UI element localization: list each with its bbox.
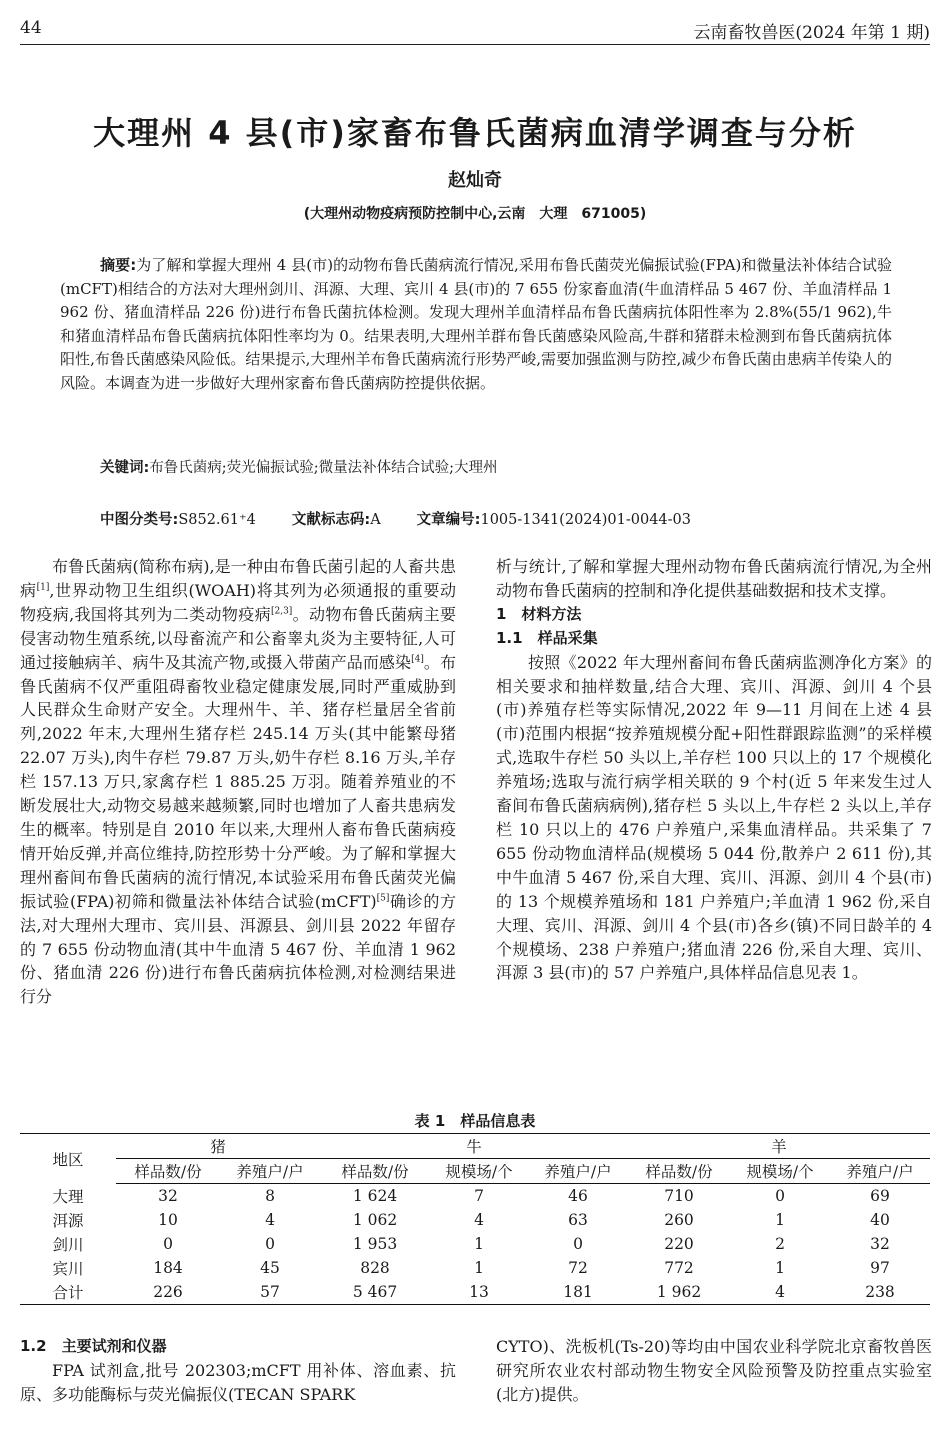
citation-ref: [4]: [411, 654, 424, 665]
reagents-right: [496, 1335, 932, 1407]
sampling-paragraph: 按照《2022 年大理州畜间布鲁氏菌病监测净化方案》的相关要求和抽样数量,结合大理、宾川、洱源、剑川 4 个县(市)养殖存栏等实际情况,2022 年 9—11 月间在上述 4 县(市)范围内根据“按养殖规模分配+阳性群跟踪监测”的采样模式,选取牛存栏 50 头以上,羊存栏 100 只以上的 17 个规模化养殖场;选取与流行病学相关联的 9 个村(近 5 年来发生过人畜间布鲁氏菌病病例),猪存栏 5 头以上,牛存栏 2 头以上,羊存栏 10 只以上的 476 户养殖户,采集血清样品。共采集了 7 655 份动物血清样品(规模场 5 044 份,散养户 2 611 份),其中牛血清 5 467 份,采自大理、宾川、洱源、剑川 4 个县(市)的 13 个规模养殖场和 181 户养殖户;羊血清 1 962 份,采自大理、宾川、洱源、剑川 4 个县(市)各乡(镇)不同日龄羊的 4 个规模场、238 户养殖户;猪血清 226 份,采自大理、宾川、洱源 3 县(市)的 57 户养殖户,具体样品信息见表 1。: [496, 652, 932, 983]
reagents-continuation: CYTO)、洗板机(Ts-20)等均由中国农业科学院北京畜牧兽医研究所农业农村部动物生物安全风险预警及防控重点实验室(北方)提供。: [496, 1337, 932, 1404]
subheader: 养殖户/户: [220, 1159, 320, 1184]
left-column: [20, 555, 456, 1009]
classification-line: [100, 508, 880, 529]
article-no-value: 1005-1341(2024)01-0044-03: [480, 512, 692, 528]
section-heading-1-2: 1.2 主要试剂和仪器: [20, 1337, 167, 1355]
subheader: 样品数/份: [320, 1159, 430, 1184]
abstract-label: 摘要:: [100, 256, 137, 274]
table-caption: 表 1 样品信息表: [414, 1112, 536, 1130]
subheader: 养殖户/户: [528, 1159, 628, 1184]
doc-code-label: 文献标志码:: [291, 512, 371, 528]
subheader: 规模场/个: [430, 1159, 528, 1184]
citation-ref: [5]: [376, 893, 390, 904]
clc-label: 中图分类号:: [100, 512, 179, 528]
keywords-label: 关键词:: [100, 460, 150, 476]
subheader: 样品数/份: [628, 1159, 730, 1184]
table-row: 洱源 10 4 1 062 4 63 260 1 40: [52, 1211, 890, 1230]
sample-info-table: [20, 1133, 930, 1305]
abstract: [60, 254, 892, 395]
subheader: 样品数/份: [116, 1159, 220, 1184]
author: 赵灿奇: [448, 170, 502, 191]
keywords-text: 布鲁氏菌病;荧光偏振试验;微量法补体结合试验;大理州: [149, 460, 498, 476]
table-row: 宾川 184 45 828 1 72 772 1 97: [52, 1259, 890, 1278]
group-header-cattle: 牛: [320, 1134, 628, 1159]
doc-code-value: A: [370, 512, 381, 528]
article-no-label: 文章编号:: [416, 512, 481, 528]
subheader: 养殖户/户: [830, 1159, 930, 1184]
page-number: 44: [20, 18, 42, 38]
intro-paragraph: 布鲁氏菌病(简称布病),是一种由布鲁氏菌引起的人畜共患病[1],世界动物卫生组织(WOAH)将其列为必须通报的重要动物疫病,我国将其列为二类动物疫病[2,3]。动物布鲁氏菌病主要侵害动物生殖系统,以母畜流产和公畜睾丸炎为主要特征,人可通过接触病羊、病牛及其流产物,或摄入带菌产品而感染[4]。布鲁氏菌病不仅严重阻碍畜牧业稳定健康发展,同时严重威胁到人民群众生命财产安全。大理州牛、羊、猪存栏量居全省前列,2022 年末,大理州生猪存栏 245.14 万头(其中能繁母猪 22.07 万头),肉牛存栏 79.87 万头,奶牛存栏 8.16 万头,羊存栏 157.13 万只,家禽存栏 1 885.25 万羽。随着养殖业的不断发展壮大,动物交易越来越频繁,同时也增加了人畜共患病发生的概率。特别是自 2010 年以来,大理州人畜布鲁氏菌病疫情开始反弹,并高位维持,防控形势十分严峻。为了解和掌握大理州畜间布鲁氏菌病的流行情况,本试验采用布鲁氏菌荧光偏振试验(FPA)初筛和微量法补体结合试验(mCFT)[5]确诊的方法,对大理州大理市、宾川县、洱源县、剑川县 2022 年留存的 7 655 份动物血清(其中牛血清 5 467 份、羊血清 1 962 份、猪血清 226 份)进行布鲁氏菌病抗体检测,对检测结果进行分: [20, 557, 456, 1007]
group-header-pig: 猪: [116, 1134, 320, 1159]
reagents-paragraph: FPA 试剂盒,批号 202303;mCFT 用补体、溶血素、抗原、多功能酶标与荧光偏振仪(TECAN SPARK: [20, 1360, 456, 1404]
header-rule: [20, 44, 930, 45]
section-heading-1: 1 材料方法: [496, 604, 582, 623]
region-header: 地区: [20, 1134, 116, 1184]
abstract-text: 为了解和掌握大理州 4 县(市)的动物布鲁氏菌病流行情况,采用布鲁氏菌荧光偏振试验(FPA)和微量法补体结合试验(mCFT)相结合的方法对大理州剑川、洱源、大理、宾川 4 县(市)的 7 655 份家畜血清(牛血清样品 5 467 份、羊血清样品 1 962 份、猪血清样品 226 份)进行布鲁氏菌抗体检测。发现大理州羊血清样品布鲁氏菌病抗体阳性率为 2.8%(55/1 962),牛和猪血清样品布鲁氏菌病抗体阳性率均为 0。结果表明,大理州羊群布鲁氏菌感染风险高,牛群和猪群未检测到布鲁氏菌病抗体阳性,布鲁氏菌感染风险低。结果提示,大理州羊布鲁氏菌病流行形势严峻,需要加强监测与防控,减少布鲁氏菌由患病羊传染人的风险。本调查为进一步做好大理州家畜布鲁氏菌病防控提供依据。: [60, 256, 893, 392]
journal-name: 云南畜牧兽医(2024 年第 1 期): [693, 23, 930, 43]
affiliation: (大理州动物疫病预防控制中心,云南 大理 671005): [303, 206, 647, 222]
intro-continuation: 析与统计,了解和掌握大理州动物布鲁氏菌病流行情况,为全州动物布鲁氏菌病的控制和净化提供基础数据和技术支撑。: [496, 557, 932, 600]
keywords: [100, 456, 497, 477]
group-header-sheep: 羊: [628, 1134, 930, 1159]
table-row-total: 合计 226 57 5 467 13 181 1 962 4 238: [20, 1280, 930, 1305]
citation-ref: [2,3]: [270, 606, 293, 617]
reagents-left: [20, 1335, 456, 1407]
subheader: 规模场/个: [730, 1159, 830, 1184]
table-row: 剑川 0 0 1 953 1 0 220 2 32: [52, 1235, 890, 1254]
clc-value: S852.61⁺4: [178, 512, 256, 528]
section-heading-1-1: 1.1 样品采集: [496, 628, 598, 647]
paper-title: 大理州 4 县(市)家畜布鲁氏菌病血清学调查与分析: [93, 114, 857, 152]
right-column: [496, 555, 932, 985]
citation-ref: [1]: [36, 582, 50, 593]
table-row: 大理 32 8 1 624 7 46 710 0 69: [52, 1187, 890, 1206]
